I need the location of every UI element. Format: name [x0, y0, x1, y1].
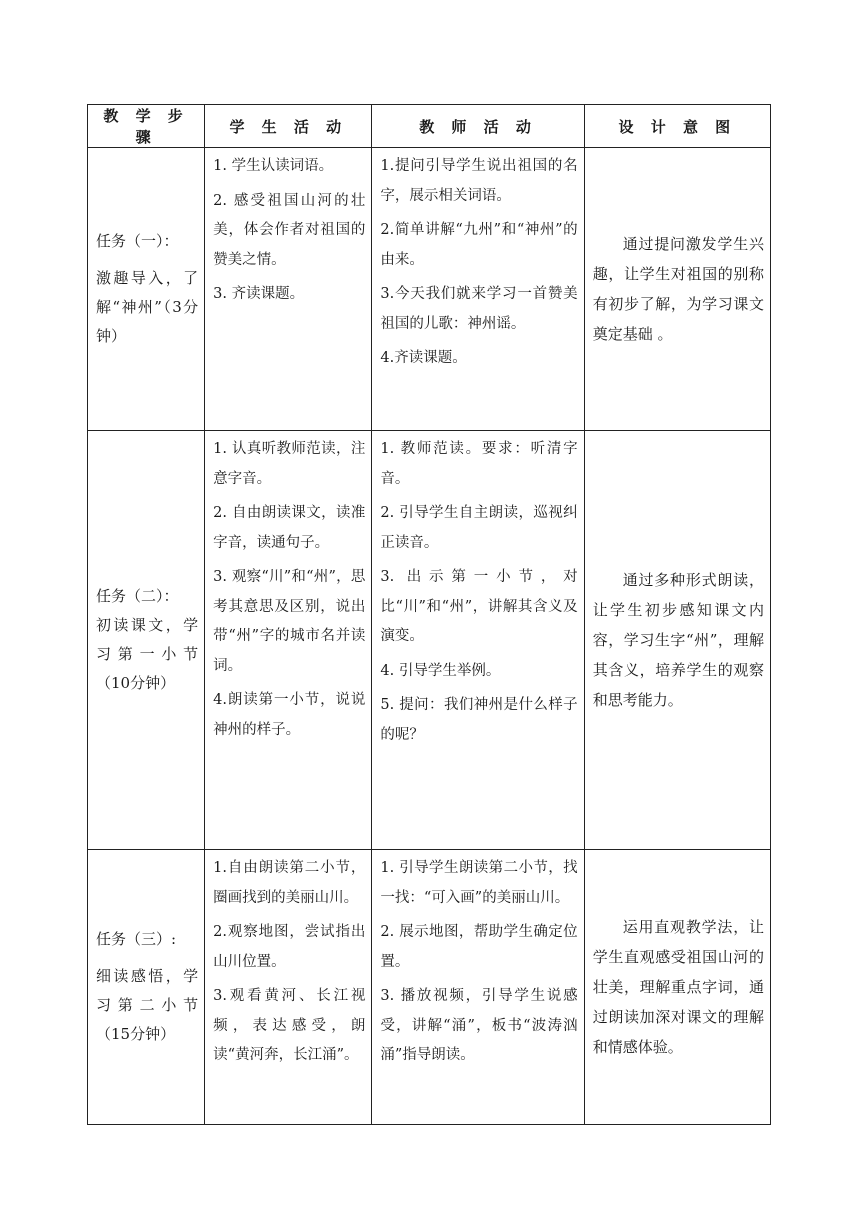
student-activity-cell	[205, 148, 372, 431]
list-item: 1.自由朗读第二小节，圈画找到的美丽山川。	[213, 860, 366, 906]
header-teacher-activity: 教 师 活 动	[372, 105, 584, 148]
list-item: 2. 自由朗读课文，读准字音，读通句子。	[213, 505, 366, 551]
header-student-activity: 学 生 活 动	[205, 105, 372, 148]
teacher-activity-cell	[372, 148, 584, 431]
list-item: 3. 观察“川”和“州”，思考其意思及区别，说出带“州”字的城市名并读词。	[213, 569, 366, 674]
teacher-activity-cell	[372, 431, 584, 850]
list-item: 4.朗读第一小节，说说神州的样子。	[213, 692, 366, 738]
teacher-activity-cell	[372, 850, 584, 1125]
list-item: 1. 学生认读词语。	[213, 158, 334, 174]
step-description: 激趣导入，了解“神州”（3分钟）	[96, 269, 199, 345]
list-item: 2. 展示地图，帮助学生确定位置。	[380, 924, 578, 970]
list-item: 5. 提问：我们神州是什么样子的呢？	[380, 697, 578, 743]
list-item: 3. 齐读课题。	[213, 286, 305, 302]
step-cell	[88, 850, 205, 1125]
header-row	[88, 105, 771, 148]
list-item: 1.提问引导学生说出祖国的名字，展示相关词语。	[380, 158, 578, 204]
design-intent-text: 运用直观教学法，让学生直观感受祖国山河的壮美，理解重点字词，通过朗读加深对课文的理解和情感体验。	[592, 918, 764, 1056]
list-item: 3. 播放视频，引导学生说感受，讲解“涌”，板书“波涛汹涌”指导朗读。	[380, 988, 578, 1063]
list-item: 3. 出示第一小节，对比“川”和“州”，讲解其含义及演变。	[380, 569, 578, 644]
design-intent-cell	[584, 148, 770, 431]
step-cell	[88, 431, 205, 850]
step-title: 任务（二）：	[96, 587, 179, 605]
list-item: 1. 引导学生朗读第二小节，找一找：“可入画”的美丽山川。	[380, 860, 578, 906]
design-intent-cell	[584, 431, 770, 850]
table-row	[88, 148, 771, 431]
design-intent-text: 通过提问激发学生兴趣，让学生对祖国的别称有初步了解，为学习课文奠定基础 。	[592, 235, 764, 343]
student-activity-cell	[205, 431, 372, 850]
list-item: 1. 认真听教师范读，注意字音。	[213, 441, 366, 487]
step-cell	[88, 148, 205, 431]
header-step: 教 学 步 骤	[88, 105, 205, 148]
list-item: 3.观看黄河、长江视频，表达感受，朗读“黄河奔，长江涌”。	[213, 988, 366, 1063]
design-intent-text: 通过多种形式朗读，让学生初步感知课文内容，学习生字“州”，理解其含义，培养学生的观察和思考能力。	[592, 571, 764, 709]
lesson-plan-table	[87, 104, 771, 1125]
list-item: 3.今天我们就来学习一首赞美祖国的儿歌：神州谣。	[380, 286, 578, 332]
step-description: 细读感悟，学习第二小节（15分钟）	[96, 967, 199, 1043]
table-row	[88, 431, 771, 850]
list-item: 2. 引导学生自主朗读，巡视纠正读音。	[380, 505, 578, 551]
list-item: 4. 引导学生举例。	[380, 662, 501, 679]
step-description: 初读课文，学习第一小节（10分钟）	[96, 616, 199, 692]
step-title: 任务（三）:	[96, 930, 177, 948]
student-activity-cell	[205, 850, 372, 1125]
step-title: 任务（一）：	[96, 232, 179, 250]
table-row	[88, 850, 771, 1125]
header-design-intent: 设 计 意 图	[584, 105, 770, 148]
list-item: 2. 感受祖国山河的壮美，体会作者对祖国的赞美之情。	[213, 192, 366, 268]
list-item: 2.观察地图，尝试指出山川位置。	[213, 924, 366, 970]
list-item: 1. 教师范读。要求：听清字音。	[380, 441, 578, 487]
list-item: 2.简单讲解“九州”和“神州”的由来。	[380, 222, 578, 268]
list-item: 4.齐读课题。	[380, 350, 467, 366]
design-intent-cell	[584, 850, 770, 1125]
